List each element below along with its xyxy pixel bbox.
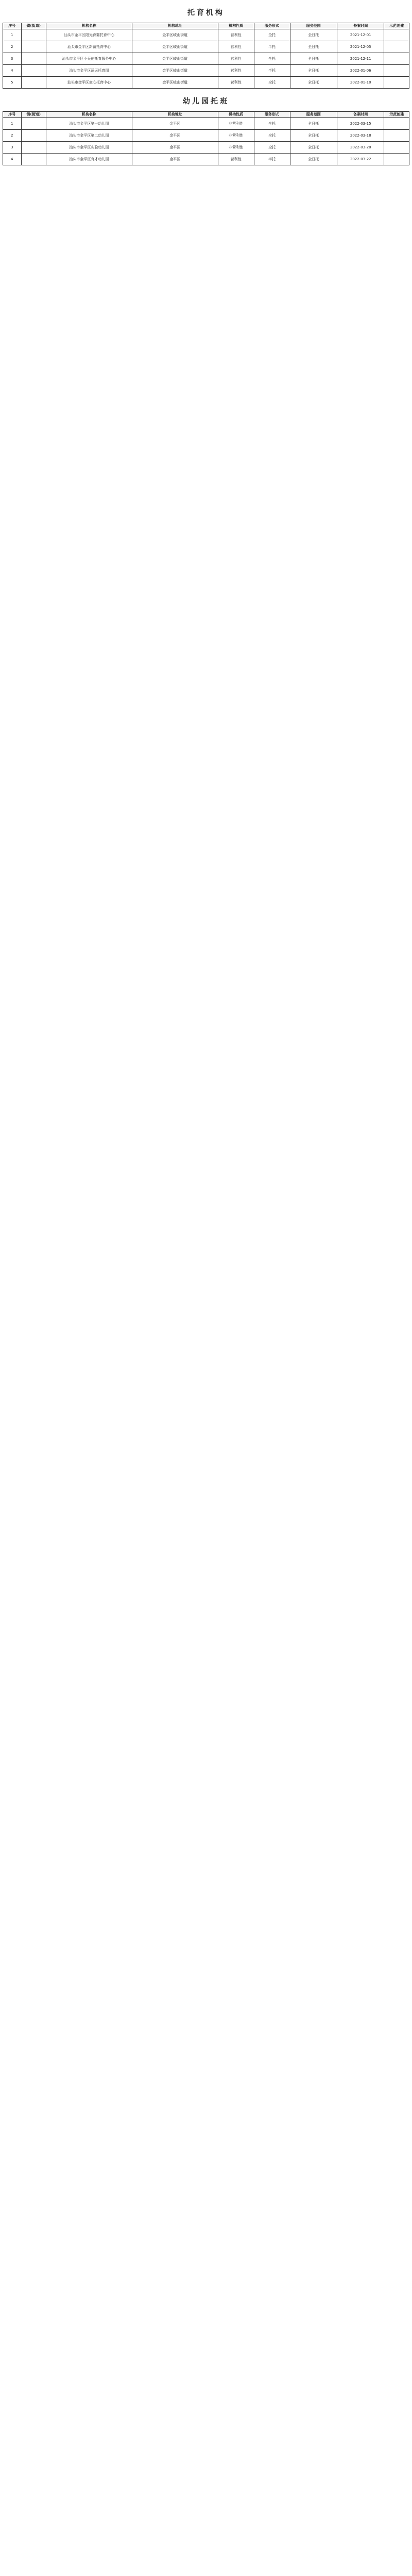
cell: 全托: [254, 118, 290, 130]
cell: 非营利性: [218, 142, 254, 154]
col-header: 服务形式: [254, 23, 290, 29]
col-header: 镇(街道): [21, 112, 46, 118]
cell: 非营利性: [218, 130, 254, 142]
table-row: [3, 130, 409, 142]
cell: 营利性: [218, 154, 254, 165]
col-header: 备案时间: [337, 23, 384, 29]
cell: 2022-03-15: [337, 118, 384, 130]
cell: [384, 154, 409, 165]
cell: 全托: [254, 53, 290, 65]
cell: 2022-03-22: [337, 154, 384, 165]
cell: 2: [3, 130, 22, 142]
kindergarten-table: [3, 111, 409, 165]
cell: 2022-01-06: [337, 65, 384, 77]
cell: [21, 142, 46, 154]
cell: 2022-03-18: [337, 130, 384, 142]
table-row: [3, 29, 409, 41]
cell: 营利性: [218, 65, 254, 77]
cell: 营利性: [218, 41, 254, 53]
col-header: 序号: [3, 23, 22, 29]
cell: 1: [3, 29, 22, 41]
col-header: 机构名称: [46, 23, 132, 29]
nursery-table: [3, 23, 409, 89]
cell: 金平区岐山街道: [132, 41, 218, 53]
cell: 汕头市金平区新苗托育中心: [46, 41, 132, 53]
cell: 全托: [254, 29, 290, 41]
cell: 1: [3, 118, 22, 130]
cell: [21, 77, 46, 89]
cell: [21, 53, 46, 65]
cell: [21, 154, 46, 165]
table-row: [3, 77, 409, 89]
cell: 2021-12-01: [337, 29, 384, 41]
table-row: [3, 154, 409, 165]
cell: [384, 65, 409, 77]
cell: 2: [3, 41, 22, 53]
cell: [384, 118, 409, 130]
cell: 半托: [254, 41, 290, 53]
cell: 全日托: [290, 130, 337, 142]
cell: 金平区: [132, 130, 218, 142]
col-header: 服务形式: [254, 112, 290, 118]
table-row: [3, 118, 409, 130]
cell: 全日托: [290, 77, 337, 89]
cell: 全托: [254, 142, 290, 154]
cell: [21, 65, 46, 77]
section-title-kindergarten: 幼儿园托班: [183, 97, 229, 106]
cell: 金平区岐山街道: [132, 53, 218, 65]
cell: [21, 29, 46, 41]
col-header: 机构名称: [46, 112, 132, 118]
cell: 汕头市金平区小天使托育服务中心: [46, 53, 132, 65]
cell: 金平区: [132, 154, 218, 165]
cell: 汕头市金平区第一幼儿园: [46, 118, 132, 130]
cell: 全日托: [290, 53, 337, 65]
cell: 全日托: [290, 118, 337, 130]
col-header: 示范创建: [384, 112, 409, 118]
cell: 2022-03-20: [337, 142, 384, 154]
cell: 3: [3, 53, 22, 65]
col-header: 服务范围: [290, 112, 337, 118]
col-header: 机构地址: [132, 23, 218, 29]
cell: [384, 41, 409, 53]
col-header: 机构性质: [218, 112, 254, 118]
cell: 全托: [254, 130, 290, 142]
cell: 营利性: [218, 53, 254, 65]
col-header: 序号: [3, 112, 22, 118]
section-title-nursery: 托育机构: [187, 9, 225, 17]
cell: [384, 29, 409, 41]
cell: 全日托: [290, 142, 337, 154]
cell: 4: [3, 154, 22, 165]
cell: 汕头市金平区育才幼儿园: [46, 154, 132, 165]
cell: 营利性: [218, 77, 254, 89]
cell: 2021-12-11: [337, 53, 384, 65]
col-header: 示范创建: [384, 23, 409, 29]
cell: 营利性: [218, 29, 254, 41]
cell: 半托: [254, 65, 290, 77]
cell: 全日托: [290, 41, 337, 53]
cell: 金平区岐山街道: [132, 77, 218, 89]
col-header: 机构地址: [132, 112, 218, 118]
nursery-header-row: [3, 23, 409, 29]
cell: 2021-12-05: [337, 41, 384, 53]
cell: 金平区岐山街道: [132, 29, 218, 41]
table-row: [3, 65, 409, 77]
col-header: 镇(街道): [21, 23, 46, 29]
col-header: 机构性质: [218, 23, 254, 29]
cell: 非营利性: [218, 118, 254, 130]
cell: [384, 130, 409, 142]
cell: 全日托: [290, 65, 337, 77]
table-row: [3, 53, 409, 65]
cell: 汕头市金平区童心托育中心: [46, 77, 132, 89]
cell: 金平区岐山街道: [132, 65, 218, 77]
cell: 汕头市金平区实验幼儿园: [46, 142, 132, 154]
kindergarten-header-row: [3, 112, 409, 118]
table-row: [3, 142, 409, 154]
cell: [384, 142, 409, 154]
table-row: [3, 41, 409, 53]
cell: 汕头市金平区蓝天托育园: [46, 65, 132, 77]
cell: [21, 118, 46, 130]
col-header: 备案时间: [337, 112, 384, 118]
cell: 全日托: [290, 154, 337, 165]
cell: 4: [3, 65, 22, 77]
cell: 汕头市金平区第二幼儿园: [46, 130, 132, 142]
cell: 金平区: [132, 142, 218, 154]
cell: [21, 130, 46, 142]
cell: 全日托: [290, 29, 337, 41]
cell: 全托: [254, 77, 290, 89]
cell: [21, 41, 46, 53]
col-header: 服务范围: [290, 23, 337, 29]
cell: 汕头市金平区阳光育婴托育中心: [46, 29, 132, 41]
cell: 3: [3, 142, 22, 154]
cell: 2022-01-10: [337, 77, 384, 89]
cell: 5: [3, 77, 22, 89]
cell: 半托: [254, 154, 290, 165]
cell: 金平区: [132, 118, 218, 130]
cell: [384, 77, 409, 89]
cell: [384, 53, 409, 65]
